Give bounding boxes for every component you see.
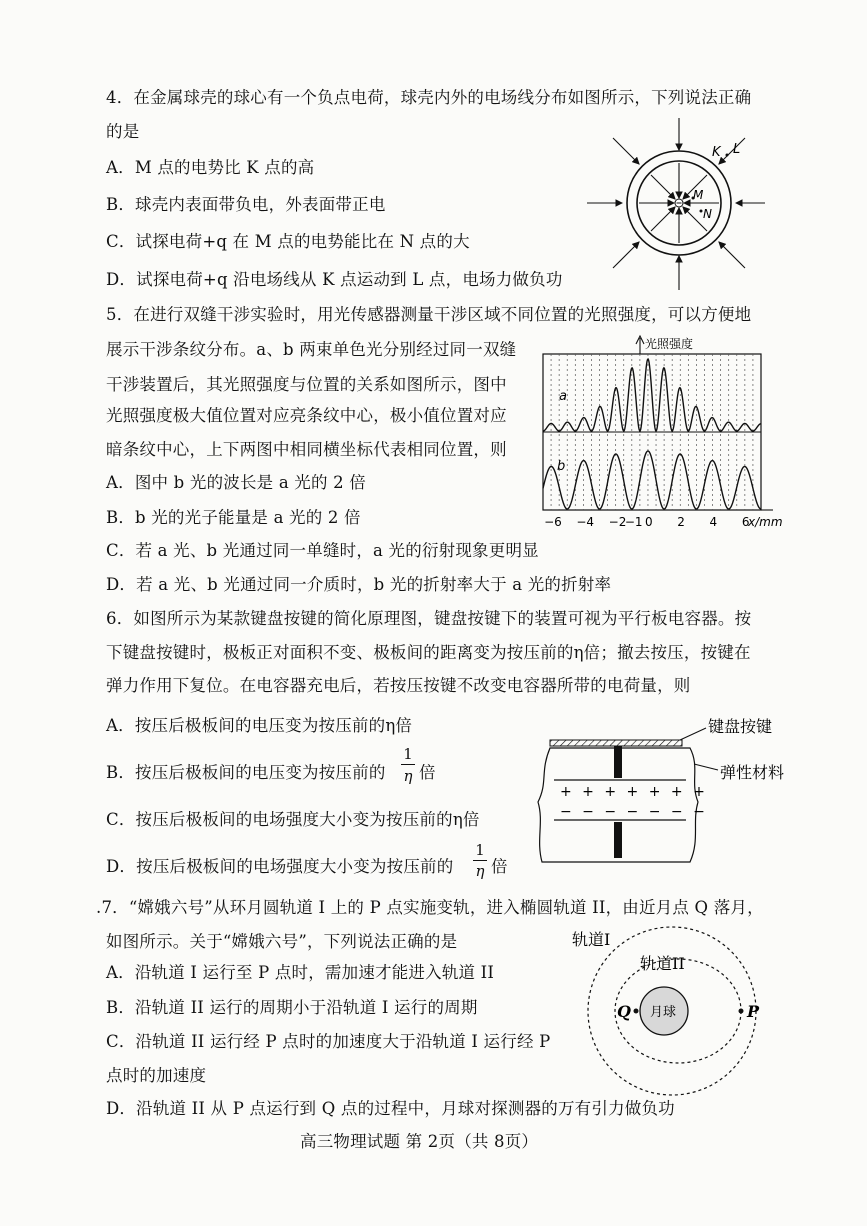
q6-option-d-frac-bar	[473, 860, 487, 861]
q4-option-b: B．球壳内表面带负电，外表面带正电	[106, 195, 386, 214]
q4-label-m: M	[693, 188, 704, 202]
q7-stem-line1: .7．“嫦娥六号”从环月圆轨道 I 上的 P 点实施变轨，进入椭圆轨道 II，由近月点 Q 落月，	[96, 898, 764, 917]
q7-option-c-line2: 点时的加速度	[106, 1066, 207, 1085]
q6-label-elastic: 弹性材料	[720, 763, 785, 782]
q6-stem-line3: 弹力作用下复位。在电容器充电后，若按压按键不改变电容器所带的电荷量，则	[106, 676, 691, 695]
q6-stem-line1: 6．如图所示为某款键盘按键的简化原理图，键盘按键下的装置可视为平行板电容器。按	[106, 609, 752, 628]
q6-option-d-frac-den: η	[475, 862, 485, 880]
q6-minus-charges: − − − − − − −	[560, 804, 708, 820]
q6-option-b-frac-num: 1	[403, 745, 413, 763]
q6-stem-line2: 下键盘按键时，极板正对面积不变、极板间的距离变为按压前的η倍；撤去按压，按键在	[106, 643, 751, 662]
q6-option-b-frac-den: η	[403, 767, 413, 785]
q4-stem-line1: 4．在金属球壳的球心有一个负点电荷，球壳内外的电场线分布如图所示，下列说法正确	[106, 88, 752, 107]
q6-option-d: D．按压后极板间的电场强度大小变为按压前的	[106, 857, 454, 876]
q4-option-d: D．试探电荷+q 沿电场线从 K 点运动到 L 点，电场力做负功	[106, 270, 563, 289]
q4-stem-line2: 的是	[106, 122, 140, 141]
q5-stem-line5: 暗条纹中心，上下两图中相同横坐标代表相同位置，则	[106, 440, 507, 459]
q4-option-a: A．M 点的电势比 K 点的高	[106, 158, 315, 177]
q7-option-c-line1: C．沿轨道 II 运行经 P 点时的加速度大于沿轨道 I 运行经 P	[106, 1032, 551, 1051]
q5-x-tick-label: −6	[544, 515, 562, 529]
q4-label-k: K	[712, 145, 721, 160]
q6-option-d-frac-num: 1	[475, 841, 485, 859]
q6-option-d-suffix: 倍	[491, 857, 508, 876]
q5-series-a-label: a	[559, 389, 567, 404]
q5-xlabel: x/mm	[748, 515, 783, 529]
q5-stem-line1: 5．在进行双缝干涉实验时，用光传感器测量干涉区域不同位置的光照强度，可以方便地	[106, 305, 752, 324]
q5-series-line-b	[543, 451, 761, 509]
q5-option-b: B．b 光的光子能量是 a 光的 2 倍	[106, 508, 361, 527]
q5-x-tick-label: −4	[576, 515, 595, 529]
q6-option-b: B．按压后极板间的电压变为按压前的	[106, 763, 386, 782]
q5-x-tick-label: −1	[624, 515, 643, 529]
q7-option-a: A．沿轨道 I 运行至 P 点时，需加速才能进入轨道 II	[106, 963, 495, 982]
q6-keyboard-capacitor-figure	[530, 712, 800, 872]
q6-option-a: A．按压后极板间的电压变为按压前的η倍	[106, 716, 413, 735]
q4-sphere-figure	[605, 118, 765, 298]
q5-stem-line4: 光照强度极大值位置对应亮条纹中心，极小值位置对应	[106, 406, 507, 425]
q5-option-c: C．若 a 光、b 光通过同一单缝时，a 光的衍射现象更明显	[106, 541, 539, 560]
q5-interference-chart	[535, 332, 790, 532]
q5-series-line-a	[543, 359, 761, 431]
page-footer: 高三物理试题 第 2页（共 8页）	[300, 1132, 539, 1151]
q5-option-d: D．若 a 光、b 光通过同一介质时，b 光的折射率大于 a 光的折射率	[106, 575, 612, 594]
q7-label-q: Q	[617, 1002, 631, 1021]
q4-label-l: L	[733, 142, 741, 157]
q6-plus-charges: + + + + + + +	[560, 784, 708, 800]
q6-option-b-frac-bar	[401, 764, 415, 765]
q7-orbit-figure	[570, 925, 770, 1105]
q7-label-orbit1: 轨道I	[572, 930, 611, 949]
q5-series-b-label: b	[557, 459, 566, 474]
q4-option-c: C．试探电荷+q 在 M 点的电势能比在 N 点的大	[106, 232, 470, 251]
q7-option-b: B．沿轨道 II 运行的周期小于沿轨道 I 运行的周期	[106, 998, 478, 1017]
q7-label-p: P	[747, 1002, 760, 1021]
q6-option-c: C．按压后极板间的电场强度大小变为按压前的η倍	[106, 810, 480, 829]
q7-stem-line2: 如图所示。关于“嫦娥六号”，下列说法正确的是	[106, 932, 458, 951]
q7-label-orbit2: 轨道II	[640, 954, 685, 973]
q5-x-tick-label: −2	[608, 515, 627, 529]
q5-x-tick-label: 2	[677, 515, 685, 529]
q5-stem-line2: 展示干涉条纹分布。a、b 两束单色光分别经过同一双缝	[106, 340, 517, 359]
q5-x-tick-label: 0	[644, 515, 653, 529]
q7-option-d: D．沿轨道 II 从 P 点运行到 Q 点的过程中，月球对探测器的万有引力做负功	[106, 1099, 675, 1118]
q6-label-key: 键盘按键	[708, 717, 773, 736]
q5-x-tick-label: 6	[741, 515, 750, 529]
q5-option-a: A．图中 b 光的波长是 a 光的 2 倍	[106, 473, 366, 492]
q5-ylabel: 光照强度	[645, 337, 694, 351]
q6-option-b-suffix: 倍	[419, 763, 436, 782]
q4-label-n: N	[703, 207, 712, 221]
q7-label-moon: 月球	[650, 1005, 677, 1020]
q5-stem-line3: 干涉装置后，其光照强度与位置的关系如图所示，图中	[106, 375, 507, 394]
q5-x-tick-label: 4	[709, 515, 718, 529]
